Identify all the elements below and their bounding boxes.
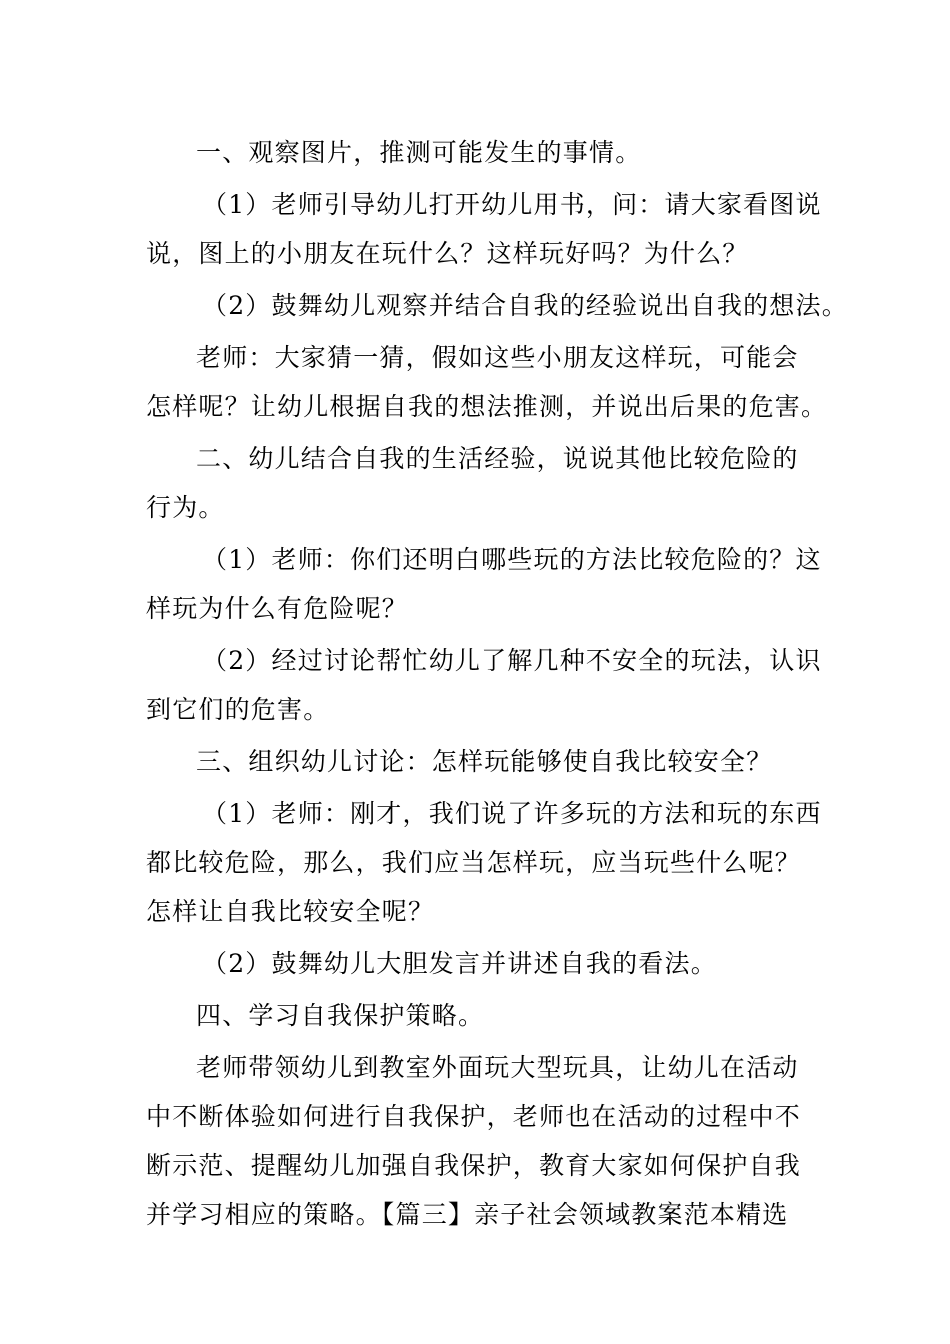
text-line: （2）鼓舞幼儿大胆发言并讲述自我的看法。 <box>202 949 717 978</box>
paragraph-3-2 <box>146 939 808 988</box>
document-body <box>146 128 848 1239</box>
text-line: 二、幼儿结合自我的生活经验，说说其他比较危险的 <box>196 444 799 473</box>
text-line: （2）鼓舞幼儿观察并结合自我的经验说出自我的想法。 <box>202 291 848 320</box>
text-line: 四、学习自我保护策略。 <box>196 1001 485 1030</box>
paragraph-3-1 <box>146 789 822 936</box>
section-heading-3 <box>146 737 808 786</box>
section-heading-4 <box>146 991 808 1040</box>
text-line: 怎样呢？让幼儿根据自我的想法推测，并说出后果的危害。 <box>146 392 828 421</box>
paragraph-4-1 <box>146 1043 808 1239</box>
text-line: 样玩为什么有危险呢？ <box>146 594 409 623</box>
section-heading-1 <box>146 128 808 177</box>
paragraph-1-1 <box>146 180 822 278</box>
section-heading-2 <box>146 434 808 532</box>
text-line: 怎样让自我比较安全呢？ <box>146 897 435 926</box>
text-line: （1）老师引导幼儿打开幼儿用书，问：请大家看图说 <box>202 190 822 219</box>
paragraph-2-2 <box>146 636 822 734</box>
paragraph-1-2 <box>146 281 848 330</box>
text-line: 老师：大家猜一猜，假如这些小朋友这样玩，可能会 <box>196 343 799 372</box>
text-line: 说，图上的小朋友在玩什么？这样玩好吗？为什么？ <box>146 239 749 268</box>
text-line: （1）老师：刚才，我们说了许多玩的方法和玩的东西 <box>202 799 822 828</box>
text-line: 到它们的危害。 <box>146 695 330 724</box>
text-line: 断示范、提醒幼儿加强自我保护，教育大家如何保护自我 <box>146 1151 802 1180</box>
text-line: 老师带领幼儿到教室外面玩大型玩具，让幼儿在活动 <box>196 1053 799 1082</box>
text-line: 并学习相应的策略。【篇三】亲子社会领域教案范本精选 <box>146 1200 789 1229</box>
paragraph-teacher-question <box>146 333 828 431</box>
text-line: 中不断体验如何进行自我保护，老师也在活动的过程中不 <box>146 1102 802 1131</box>
text-line: 都比较危险，那么，我们应当怎样玩，应当玩些什么呢？ <box>146 848 802 877</box>
text-line: （2）经过讨论帮忙幼儿了解几种不安全的玩法，认识 <box>202 646 822 675</box>
text-line: 一、观察图片，推测可能发生的事情。 <box>196 138 642 167</box>
text-line: （1）老师：你们还明白哪些玩的方法比较危险的？这 <box>202 545 822 574</box>
paragraph-2-1 <box>146 535 822 633</box>
text-line: 行为。 <box>146 493 225 522</box>
text-line: 三、组织幼儿讨论：怎样玩能够使自我比较安全？ <box>196 747 773 776</box>
